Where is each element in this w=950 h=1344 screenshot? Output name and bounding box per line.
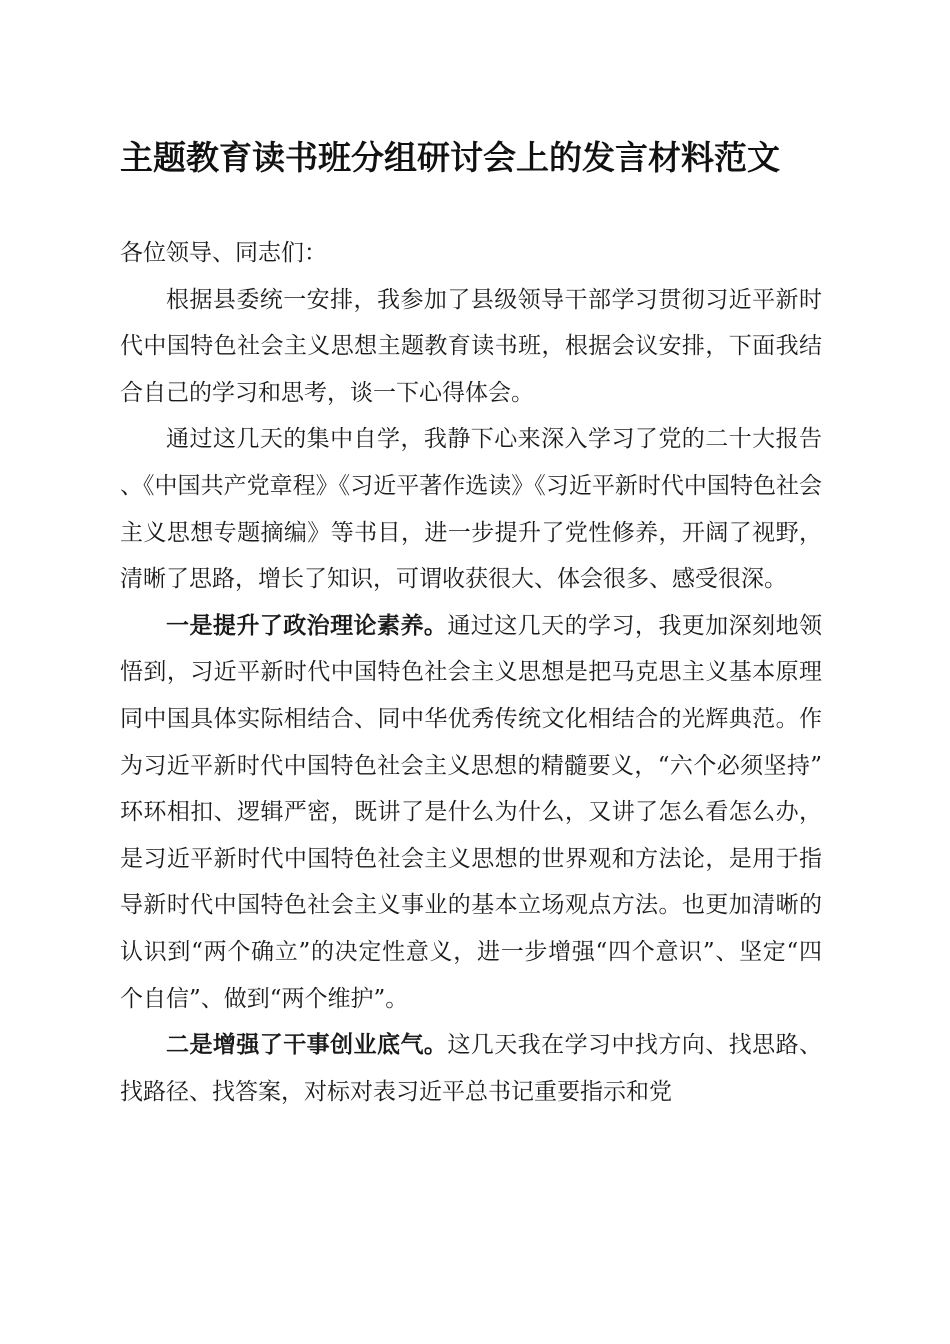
- paragraph-2: [120, 416, 822, 602]
- paragraph-2-text: 通过这几天的集中自学，我静下心来深入学习了党的二十大报告、《中国共产党章程》《习近平著作选读》《习近平新时代中国特色社会主义思想专题摘编》等书目，进一步提升了党性修养，开阔了视野，清晰了思路，增长了知识，可谓收获很大、体会很多、感受很深。: [120, 426, 822, 593]
- paragraph-1: [120, 277, 822, 417]
- salutation: 各位领导、同志们：: [120, 240, 327, 266]
- paragraph-4: [120, 1022, 822, 1115]
- paragraph-3-lead: 一是提升了政治理论素养。: [166, 611, 448, 639]
- document-title: 主题教育读书班分组研讨会上的发言材料范文: [120, 138, 780, 177]
- paragraph-4-lead: 二是增强了干事创业底气。: [166, 1031, 448, 1059]
- paragraph-3-text: 通过这几天的学习，我更加深刻地领悟到，习近平新时代中国特色社会主义思想是把马克思主义基本原理同中国具体实际相结合、同中华优秀传统文化相结合的光辉典范。作为习近平新时代中国特色社会主义思想的精髓要义，“六个必须坚持”环环相扣、逻辑严密，既讲了是什么为什么，又讲了怎么看怎么办，是习近平新时代中国特色社会主义思想的世界观和方法论，是用于指导新时代中国特色社会主义事业的基本立场观点方法。也更加清晰的认识到“两个确立”的决定性意义，进一步增强“四个意识”、坚定“四个自信”、做到“两个维护”。: [120, 612, 823, 1012]
- paragraph-4-text: 这几天我在学习中找方向、找思路、找路径、找答案，对标对表习近平总书记重要指示和党: [120, 1032, 823, 1105]
- paragraph-1-text: 根据县委统一安排，我参加了县级领导干部学习贯彻习近平新时代中国特色社会主义思想主题教育读书班，根据会议安排，下面我结合自己的学习和思考，谈一下心得体会。: [120, 286, 822, 406]
- document-body: [120, 230, 822, 1115]
- paragraph-3: [120, 603, 822, 1022]
